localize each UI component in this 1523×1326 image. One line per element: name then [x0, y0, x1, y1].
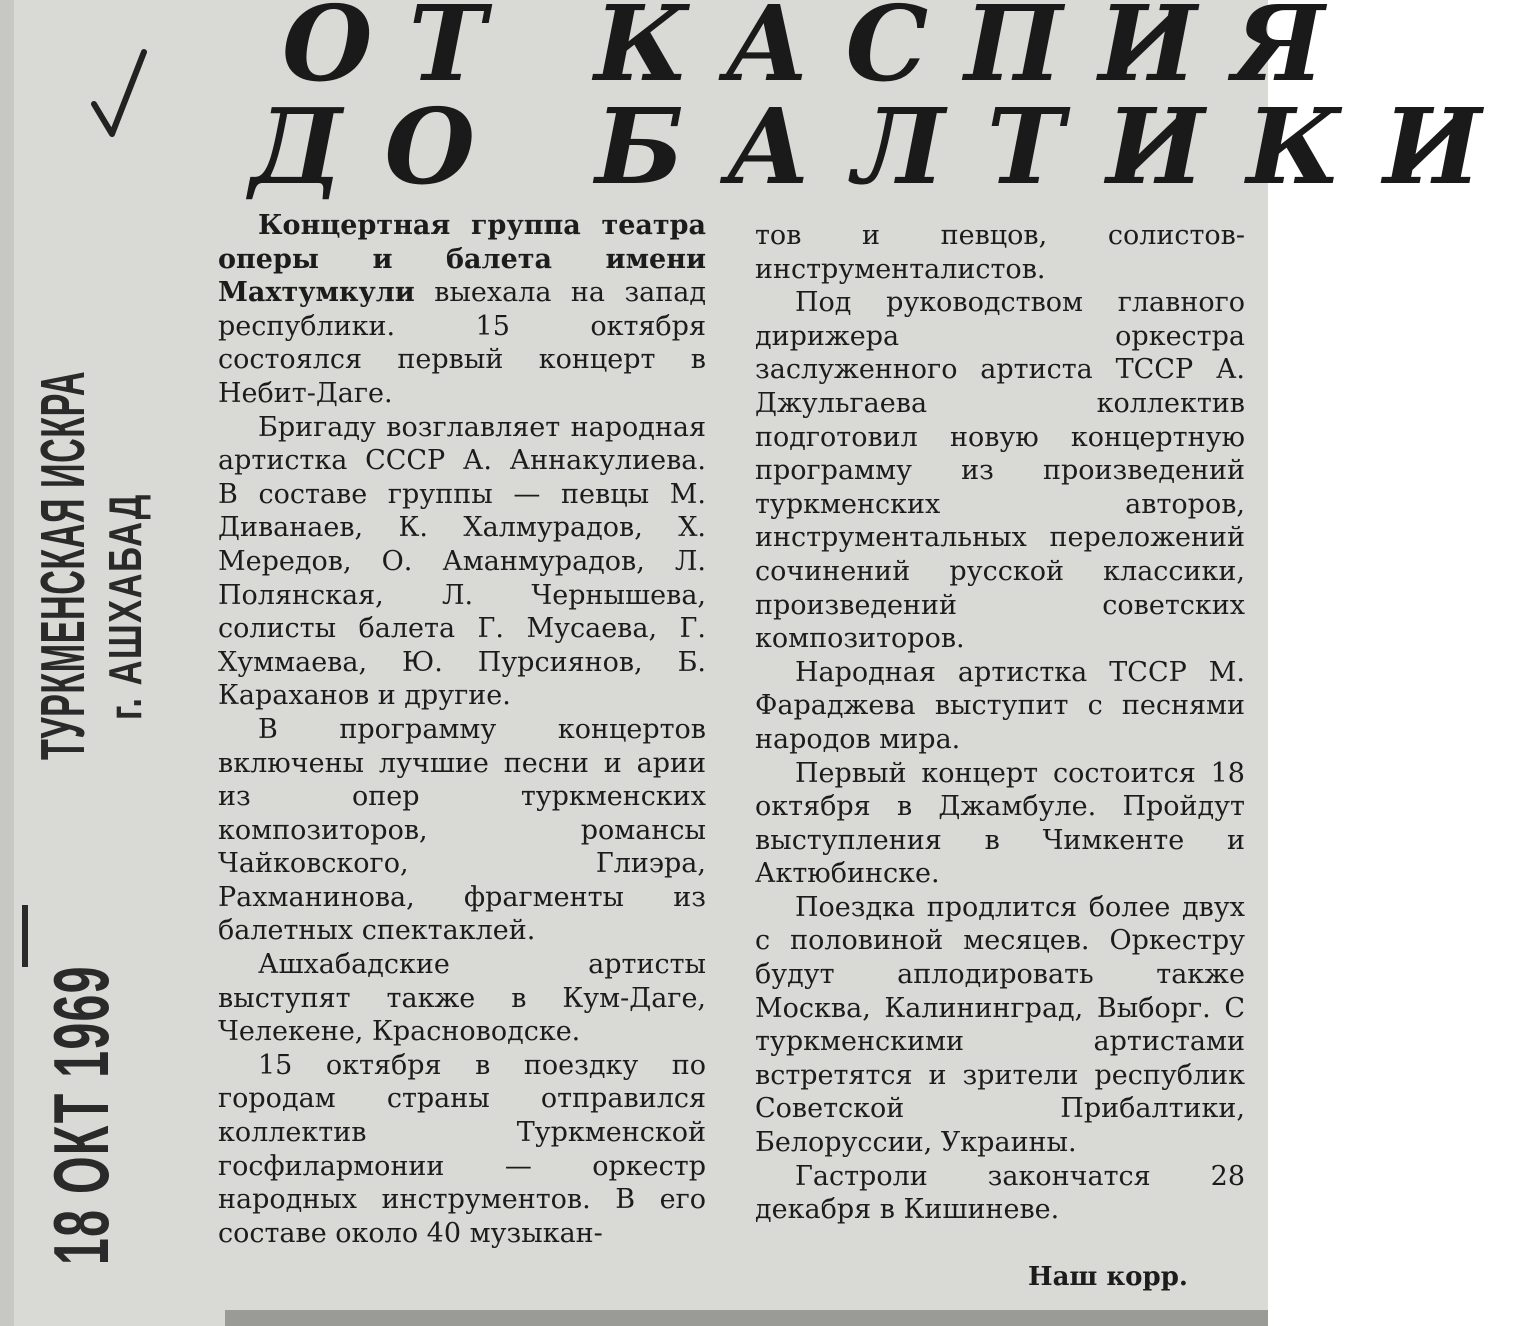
headline-line-1: ОТ КАСПИЯ — [282, 0, 1361, 105]
paragraph-10: Гастроли закончатся 28 декабря в Кишиневе. — [755, 1160, 1245, 1226]
paragraph-5-continued: тов и певцов, солистов-инструменталистов. — [755, 220, 1245, 285]
article-column-left — [218, 209, 706, 1250]
stamp-newspaper-name: ТУРКМЕНСКАЯ ИСКРА — [29, 370, 98, 760]
paragraph-5: 15 октября в поездку по городам страны отправился коллектив Туркменской госфилармонии — оркестр народных инструментов. В его составе около 40 музыкан- — [218, 1049, 706, 1249]
paragraph-3: В программу концертов включены лучшие песни и арии из опер туркменских композиторов, романсы Чайковского, Глиэра, Рахманинова, фрагменты из балетных спектаклей. — [218, 713, 706, 947]
bottom-edge-strip — [225, 1310, 1268, 1326]
author-signature: Наш корр. — [1028, 1262, 1188, 1292]
paragraph-4: Ашхабадские артисты выступят также в Кум-Даге, Челекене, Красноводске. — [218, 949, 706, 1048]
paragraph-8: Первый концерт состоится 18 октября в Джамбуле. Пройдут выступления в Чимкенте и Актюбинске. — [755, 757, 1245, 890]
stamp-date: 18 ОКТ 1969 — [37, 965, 125, 1265]
paragraph-9: Поездка продлится более двух с половиной месяцев. Оркестру будут аплодировать также Москва, Калининград, Выборг. С туркменскими артистами встретятся и зрители республик Советской Прибалтики, Белоруссии, Украины. — [755, 891, 1245, 1159]
lead-text: Концертная группа театра оперы и балета имени Махтумкули — [218, 210, 706, 309]
paragraph-1 — [218, 209, 706, 411]
headline-line-2: ДО БАЛТИКИ — [250, 85, 1523, 208]
handwritten-check-mark — [88, 48, 148, 138]
stamp-city: г. АШХАБАД — [99, 493, 151, 720]
stamp-dash — [22, 905, 28, 967]
paragraph-2: Бригаду возглавляет народная артистка СССР А. Аннакулиева. В составе группы — певцы М. Диванаев, К. Халмурадов, Х. Мередов, О. Аманмурадов, Л. Полянская, Л. Чернышева, солисты балета Г. Мусаева, Г. Хуммаева, Ю. Пурсиянов, Б. Караханов и другие. — [218, 411, 706, 712]
paragraph-7: Народная артистка ТССР М. Фараджева выступит с песнями народов мира. — [755, 656, 1245, 755]
article-column-right — [755, 219, 1245, 1227]
paragraph-1-text: выехала на запад республики. 15 октября состоялся первый концерт в Небит-Даге. — [218, 277, 706, 409]
paper-edge — [0, 0, 14, 1326]
paragraph-6: Под руководством главного дирижера оркестра заслуженного артиста ТССР А. Джульгаева коллектив подготовил новую концертную программу из произведений туркменских авторов, инструментальных переложений сочинений русской классики, произведений советских композиторов. — [755, 287, 1245, 655]
